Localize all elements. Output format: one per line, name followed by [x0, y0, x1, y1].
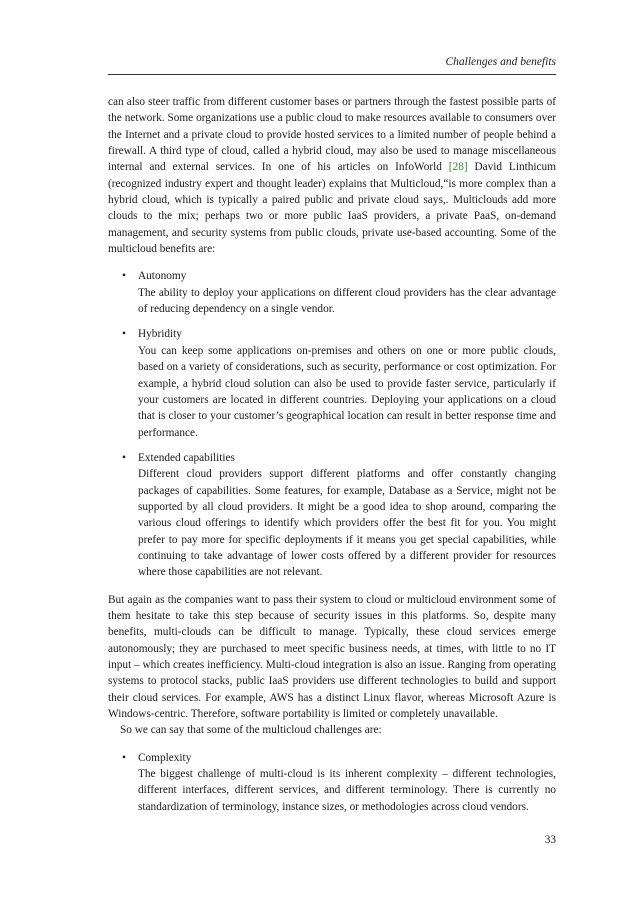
challenges-intro: So we can say that some of the multicloud challenges are: — [120, 724, 382, 737]
page-number: 33 — [544, 834, 556, 846]
item-title: Extended capabilities — [138, 451, 235, 464]
bullet-icon: • — [122, 270, 126, 283]
challenges-list — [108, 750, 556, 815]
item-body: The ability to deploy your applications on different cloud providers has the clear advantage of reducing dependency on a single vendor. — [138, 286, 556, 316]
bullet-icon: • — [122, 328, 126, 341]
citation-link[interactable]: [28] — [448, 161, 468, 174]
list-item — [108, 750, 556, 815]
intro-paragraph — [108, 94, 556, 257]
bullet-icon: • — [122, 451, 126, 464]
bullet-icon: • — [122, 751, 126, 764]
list-item — [108, 268, 556, 317]
item-body: Different cloud providers support different platforms and offer constantly changing packages of capabilities. Some features, for example, Database as a Service, might not be supported by all cloud providers. It might be a good idea to shop around, comparing the various cloud offerings to identify which providers offer the best fit for you. You might prefer to pay more for specific deployments if it means you get special capabilities, while continuing to take advantage of lower costs offered by a different provider for resources where those capabilities are not relevant. — [138, 468, 556, 579]
header-rule — [108, 74, 556, 75]
item-body: You can keep some applications on-premises and others on one or more public clouds, based on a variety of considerations, such as security, performance or cost optimization. For example, a hybrid cloud solution can also be used to provide faster service, particularly if your customers are located in different countries. Deploying your applications on a cloud that is closer to your customer’s geographical location can result in better response time and performance. — [138, 344, 556, 439]
item-title: Autonomy — [138, 270, 187, 283]
intro-text-1: can also steer traffic from different customer bases or partners through the fastest possible parts of the network. Some organizations use a public cloud to make resources available to consumers over the Internet and a private cloud to provide hosted services to a limited number of people behind a firewall. A third type of cloud, called a hybrid cloud, may also be used to manage miscellaneous internal and external services. In one of his articles on InfoWorld — [108, 96, 556, 174]
list-item — [108, 326, 556, 440]
intro-text-2: David Linthicum (recognized industry expert and thought leader) explains that Multicloud,“is more complex than a hybrid cloud, which is typically a paired public and private cloud says,. Multiclouds add more clouds to the mix; perhaps two or more public IaaS providers, a private PaaS, on-demand management, and security systems from public clouds, private use-based accounting. Some of the multicloud benefits are: — [108, 161, 556, 256]
item-title: Hybridity — [138, 328, 182, 341]
challenges-paragraph: But again as the companies want to pass their system to cloud or multicloud environment some of them hesitate to take this step because of security issues in this platforms. So, despite many benefits, multi-clouds can be difficult to manage. Typically, these cloud services emerge autonomously; they are purchased to meet specific business needs, at times, with little to no IT input – which creates inefficiency. Multi-cloud integration is also an issue. Ranging from operating systems to protocol stacks, public IaaS providers use different technologies to build and support their cloud services. For example, AWS has a distinct Linux flavor, whereas Microsoft Azure is Windows-centric. Therefore, software portability is limited or completely unavailable. — [108, 593, 556, 721]
item-body: The biggest challenge of multi-cloud is its inherent complexity – different technologies, different interfaces, different services, and different terminology. There is currently no standardization of terminology, instance sizes, or methodologies across cloud vendors. — [138, 768, 556, 813]
benefits-list — [108, 268, 556, 580]
running-header: Challenges and benefits — [445, 56, 556, 68]
item-title: Complexity — [138, 751, 192, 764]
page-body — [108, 94, 556, 815]
list-item — [108, 450, 556, 581]
